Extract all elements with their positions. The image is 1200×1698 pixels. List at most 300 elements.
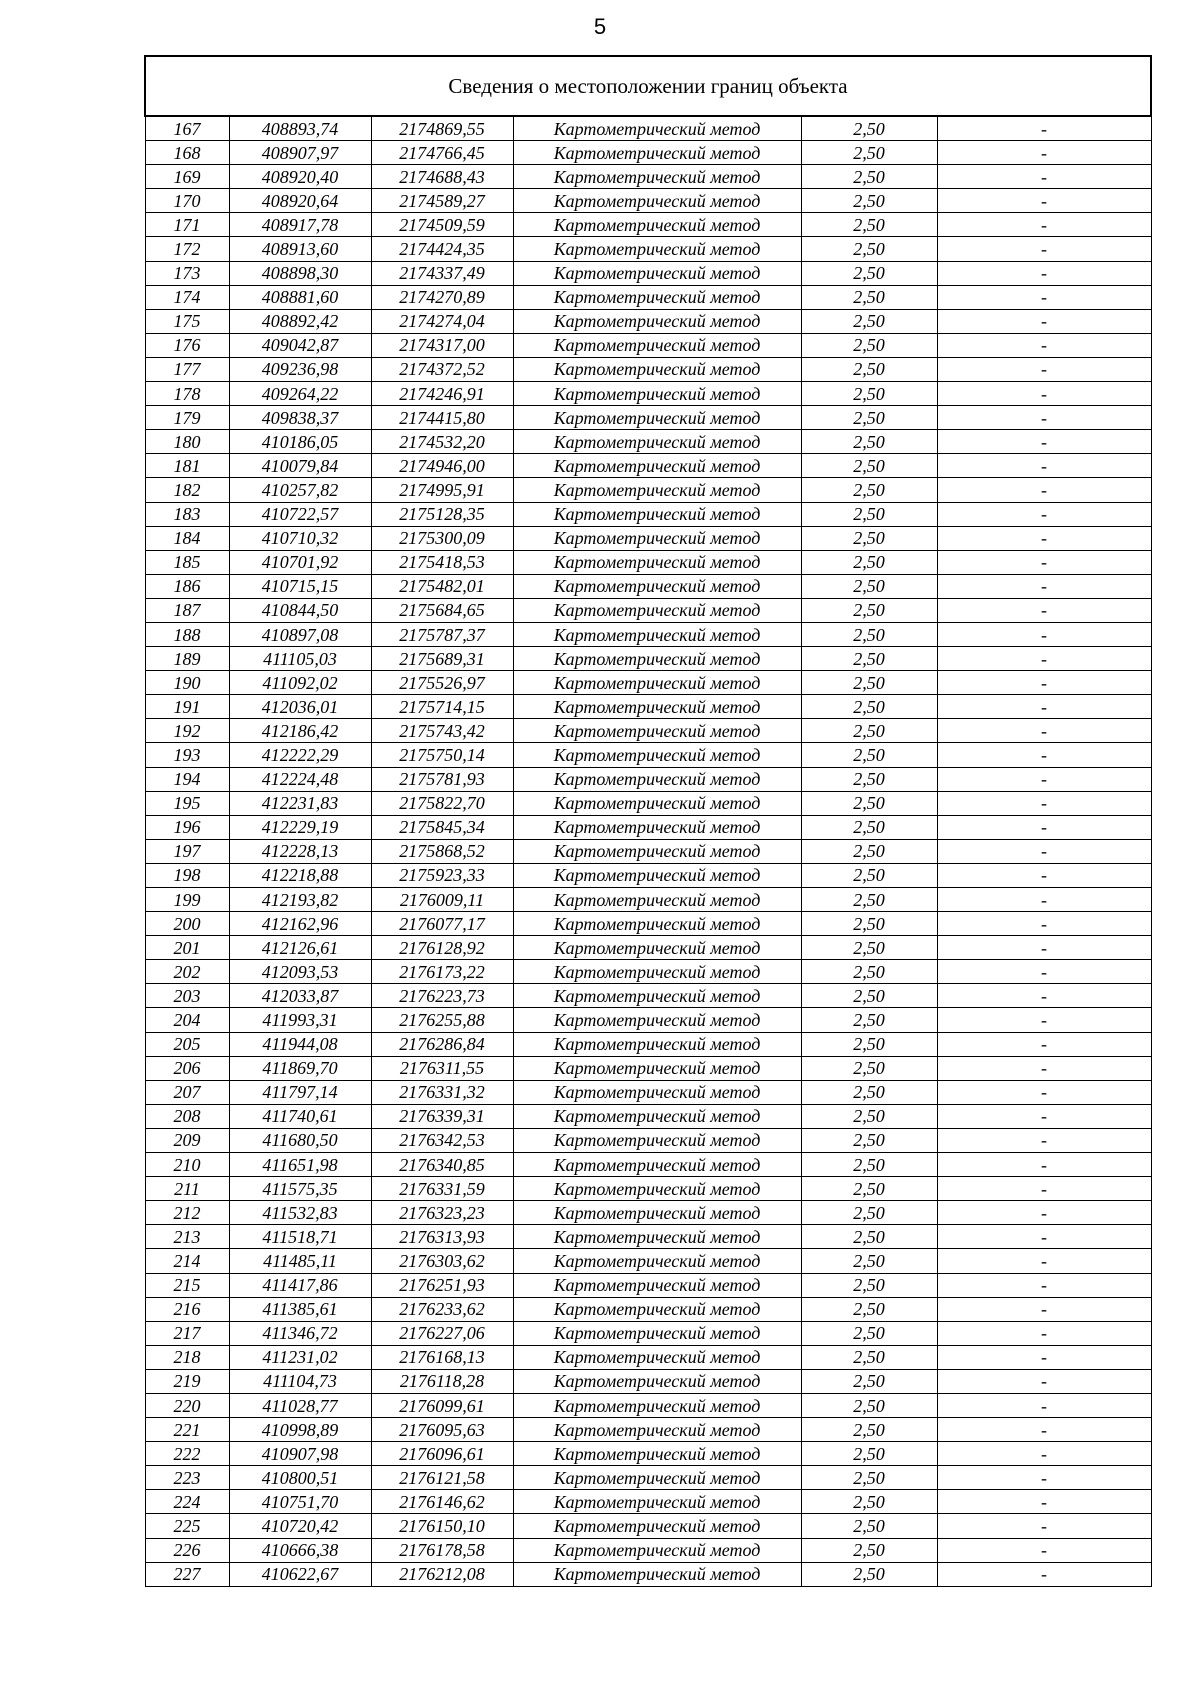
- method-cell: Картометрический метод: [513, 863, 801, 887]
- description-cell: -: [937, 502, 1151, 526]
- accuracy-cell: 2,50: [801, 888, 937, 912]
- x-coordinate-cell: 411797,14: [229, 1080, 371, 1104]
- y-coordinate-cell: 2175714,15: [371, 695, 513, 719]
- x-coordinate-cell: 410800,51: [229, 1466, 371, 1490]
- accuracy-cell: 2,50: [801, 767, 937, 791]
- description-cell: -: [937, 1490, 1151, 1514]
- table-row: [145, 357, 1151, 381]
- description-cell: -: [937, 1104, 1151, 1128]
- y-coordinate-cell: 2176311,55: [371, 1056, 513, 1080]
- table-row: [145, 1056, 1151, 1080]
- y-coordinate-cell: 2176331,59: [371, 1177, 513, 1201]
- point-number-cell: 224: [145, 1490, 229, 1514]
- point-number-cell: 194: [145, 767, 229, 791]
- point-number-cell: 218: [145, 1345, 229, 1369]
- description-cell: -: [937, 189, 1151, 213]
- method-cell: Картометрический метод: [513, 647, 801, 671]
- method-cell: Картометрический метод: [513, 454, 801, 478]
- x-coordinate-cell: 410844,50: [229, 598, 371, 622]
- y-coordinate-cell: 2175822,70: [371, 791, 513, 815]
- x-coordinate-cell: 411417,86: [229, 1273, 371, 1297]
- point-number-cell: 216: [145, 1297, 229, 1321]
- method-cell: Картометрический метод: [513, 695, 801, 719]
- table-row: [145, 1490, 1151, 1514]
- y-coordinate-cell: 2176342,53: [371, 1128, 513, 1152]
- method-cell: Картометрический метод: [513, 502, 801, 526]
- point-number-cell: 188: [145, 622, 229, 646]
- x-coordinate-cell: 408881,60: [229, 285, 371, 309]
- description-cell: -: [937, 743, 1151, 767]
- y-coordinate-cell: 2174688,43: [371, 165, 513, 189]
- method-cell: Картометрический метод: [513, 406, 801, 430]
- point-number-cell: 201: [145, 936, 229, 960]
- method-cell: Картометрический метод: [513, 333, 801, 357]
- point-number-cell: 175: [145, 309, 229, 333]
- method-cell: Картометрический метод: [513, 1080, 801, 1104]
- accuracy-cell: 2,50: [801, 671, 937, 695]
- table-row: [145, 960, 1151, 984]
- x-coordinate-cell: 411532,83: [229, 1201, 371, 1225]
- description-cell: -: [937, 1321, 1151, 1345]
- method-cell: Картометрический метод: [513, 1490, 801, 1514]
- table-row: [145, 1273, 1151, 1297]
- boundary-coordinates-table: [144, 55, 1152, 1587]
- method-cell: Картометрический метод: [513, 382, 801, 406]
- x-coordinate-cell: 408913,60: [229, 237, 371, 261]
- method-cell: Картометрический метод: [513, 357, 801, 381]
- page-number: 5: [593, 14, 607, 39]
- y-coordinate-cell: 2175743,42: [371, 719, 513, 743]
- method-cell: Картометрический метод: [513, 430, 801, 454]
- accuracy-cell: 2,50: [801, 1297, 937, 1321]
- table-row: [145, 1080, 1151, 1104]
- description-cell: -: [937, 671, 1151, 695]
- table-row: [145, 454, 1151, 478]
- table-row: [145, 1297, 1151, 1321]
- point-number-cell: 207: [145, 1080, 229, 1104]
- x-coordinate-cell: 410079,84: [229, 454, 371, 478]
- point-number-cell: 223: [145, 1466, 229, 1490]
- accuracy-cell: 2,50: [801, 1321, 937, 1345]
- accuracy-cell: 2,50: [801, 406, 937, 430]
- accuracy-cell: 2,50: [801, 430, 937, 454]
- table-row: [145, 116, 1151, 141]
- point-number-cell: 211: [145, 1177, 229, 1201]
- y-coordinate-cell: 2174766,45: [371, 141, 513, 165]
- x-coordinate-cell: 410666,38: [229, 1538, 371, 1562]
- table-row: [145, 141, 1151, 165]
- y-coordinate-cell: 2175526,97: [371, 671, 513, 695]
- x-coordinate-cell: 412218,88: [229, 863, 371, 887]
- accuracy-cell: 2,50: [801, 478, 937, 502]
- point-number-cell: 210: [145, 1153, 229, 1177]
- description-cell: -: [937, 598, 1151, 622]
- table-row: [145, 1201, 1151, 1225]
- method-cell: Картометрический метод: [513, 815, 801, 839]
- accuracy-cell: 2,50: [801, 1345, 937, 1369]
- y-coordinate-cell: 2176251,93: [371, 1273, 513, 1297]
- x-coordinate-cell: 410186,05: [229, 430, 371, 454]
- y-coordinate-cell: 2176096,61: [371, 1442, 513, 1466]
- description-cell: -: [937, 550, 1151, 574]
- description-cell: -: [937, 141, 1151, 165]
- y-coordinate-cell: 2175418,53: [371, 550, 513, 574]
- y-coordinate-cell: 2174415,80: [371, 406, 513, 430]
- accuracy-cell: 2,50: [801, 1249, 937, 1273]
- method-cell: Картометрический метод: [513, 550, 801, 574]
- x-coordinate-cell: 411231,02: [229, 1345, 371, 1369]
- accuracy-cell: 2,50: [801, 815, 937, 839]
- description-cell: -: [937, 1273, 1151, 1297]
- x-coordinate-cell: 410701,92: [229, 550, 371, 574]
- x-coordinate-cell: 410722,57: [229, 502, 371, 526]
- description-cell: -: [937, 309, 1151, 333]
- accuracy-cell: 2,50: [801, 357, 937, 381]
- point-number-cell: 169: [145, 165, 229, 189]
- description-cell: -: [937, 213, 1151, 237]
- x-coordinate-cell: 411680,50: [229, 1128, 371, 1152]
- x-coordinate-cell: 411993,31: [229, 1008, 371, 1032]
- method-cell: Картометрический метод: [513, 1153, 801, 1177]
- y-coordinate-cell: 2176223,73: [371, 984, 513, 1008]
- y-coordinate-cell: 2175750,14: [371, 743, 513, 767]
- method-cell: Картометрический метод: [513, 526, 801, 550]
- description-cell: -: [937, 960, 1151, 984]
- method-cell: Картометрический метод: [513, 237, 801, 261]
- accuracy-cell: 2,50: [801, 1562, 937, 1586]
- table-row: [145, 888, 1151, 912]
- point-number-cell: 205: [145, 1032, 229, 1056]
- x-coordinate-cell: 411575,35: [229, 1177, 371, 1201]
- y-coordinate-cell: 2176340,85: [371, 1153, 513, 1177]
- method-cell: Картометрический метод: [513, 1249, 801, 1273]
- table-row: [145, 382, 1151, 406]
- point-number-cell: 177: [145, 357, 229, 381]
- y-coordinate-cell: 2174869,55: [371, 116, 513, 141]
- y-coordinate-cell: 2176227,06: [371, 1321, 513, 1345]
- table-row: [145, 1466, 1151, 1490]
- table-row: [145, 1562, 1151, 1586]
- y-coordinate-cell: 2176286,84: [371, 1032, 513, 1056]
- accuracy-cell: 2,50: [801, 1008, 937, 1032]
- x-coordinate-cell: 412093,53: [229, 960, 371, 984]
- table-row: [145, 550, 1151, 574]
- description-cell: -: [937, 261, 1151, 285]
- table-row: [145, 647, 1151, 671]
- table-body: [145, 116, 1151, 1586]
- accuracy-cell: 2,50: [801, 622, 937, 646]
- y-coordinate-cell: 2174946,00: [371, 454, 513, 478]
- x-coordinate-cell: 412126,61: [229, 936, 371, 960]
- x-coordinate-cell: 410998,89: [229, 1418, 371, 1442]
- table-row: [145, 1442, 1151, 1466]
- method-cell: Картометрический метод: [513, 1562, 801, 1586]
- accuracy-cell: 2,50: [801, 1201, 937, 1225]
- point-number-cell: 202: [145, 960, 229, 984]
- method-cell: Картометрический метод: [513, 791, 801, 815]
- method-cell: Картометрический метод: [513, 285, 801, 309]
- x-coordinate-cell: 408898,30: [229, 261, 371, 285]
- point-number-cell: 182: [145, 478, 229, 502]
- point-number-cell: 174: [145, 285, 229, 309]
- y-coordinate-cell: 2176303,62: [371, 1249, 513, 1273]
- point-number-cell: 226: [145, 1538, 229, 1562]
- y-coordinate-cell: 2176339,31: [371, 1104, 513, 1128]
- accuracy-cell: 2,50: [801, 984, 937, 1008]
- x-coordinate-cell: 411518,71: [229, 1225, 371, 1249]
- description-cell: -: [937, 936, 1151, 960]
- description-cell: -: [937, 1466, 1151, 1490]
- point-number-cell: 173: [145, 261, 229, 285]
- point-number-cell: 183: [145, 502, 229, 526]
- table-row: [145, 406, 1151, 430]
- y-coordinate-cell: 2175923,33: [371, 863, 513, 887]
- accuracy-cell: 2,50: [801, 285, 937, 309]
- table-row: [145, 1249, 1151, 1273]
- accuracy-cell: 2,50: [801, 1177, 937, 1201]
- method-cell: Картометрический метод: [513, 1418, 801, 1442]
- y-coordinate-cell: 2176146,62: [371, 1490, 513, 1514]
- x-coordinate-cell: 410897,08: [229, 622, 371, 646]
- x-coordinate-cell: 410715,15: [229, 574, 371, 598]
- table-row: [145, 1418, 1151, 1442]
- x-coordinate-cell: 411028,77: [229, 1393, 371, 1417]
- y-coordinate-cell: 2175684,65: [371, 598, 513, 622]
- x-coordinate-cell: 412222,29: [229, 743, 371, 767]
- x-coordinate-cell: 410907,98: [229, 1442, 371, 1466]
- method-cell: Картометрический метод: [513, 1369, 801, 1393]
- accuracy-cell: 2,50: [801, 960, 937, 984]
- method-cell: Картометрический метод: [513, 671, 801, 695]
- accuracy-cell: 2,50: [801, 1153, 937, 1177]
- method-cell: Картометрический метод: [513, 213, 801, 237]
- table-row: [145, 1128, 1151, 1152]
- method-cell: Картометрический метод: [513, 478, 801, 502]
- method-cell: Картометрический метод: [513, 622, 801, 646]
- table-row: [145, 743, 1151, 767]
- y-coordinate-cell: 2176095,63: [371, 1418, 513, 1442]
- description-cell: -: [937, 1032, 1151, 1056]
- y-coordinate-cell: 2176255,88: [371, 1008, 513, 1032]
- table-row: [145, 1538, 1151, 1562]
- method-cell: Картометрический метод: [513, 1466, 801, 1490]
- accuracy-cell: 2,50: [801, 574, 937, 598]
- description-cell: -: [937, 984, 1151, 1008]
- description-cell: -: [937, 815, 1151, 839]
- table-row: [145, 598, 1151, 622]
- y-coordinate-cell: 2175128,35: [371, 502, 513, 526]
- accuracy-cell: 2,50: [801, 791, 937, 815]
- method-cell: Картометрический метод: [513, 912, 801, 936]
- accuracy-cell: 2,50: [801, 454, 937, 478]
- table-row: [145, 1177, 1151, 1201]
- x-coordinate-cell: 412224,48: [229, 767, 371, 791]
- accuracy-cell: 2,50: [801, 165, 937, 189]
- table-row: [145, 430, 1151, 454]
- x-coordinate-cell: 408920,64: [229, 189, 371, 213]
- x-coordinate-cell: 409236,98: [229, 357, 371, 381]
- accuracy-cell: 2,50: [801, 598, 937, 622]
- accuracy-cell: 2,50: [801, 912, 937, 936]
- x-coordinate-cell: 411092,02: [229, 671, 371, 695]
- x-coordinate-cell: 409838,37: [229, 406, 371, 430]
- description-cell: -: [937, 622, 1151, 646]
- method-cell: Картометрический метод: [513, 1032, 801, 1056]
- method-cell: Картометрический метод: [513, 1008, 801, 1032]
- x-coordinate-cell: 410751,70: [229, 1490, 371, 1514]
- table-row: [145, 863, 1151, 887]
- point-number-cell: 167: [145, 116, 229, 141]
- point-number-cell: 176: [145, 333, 229, 357]
- y-coordinate-cell: 2176118,28: [371, 1369, 513, 1393]
- x-coordinate-cell: 412229,19: [229, 815, 371, 839]
- point-number-cell: 209: [145, 1128, 229, 1152]
- accuracy-cell: 2,50: [801, 1393, 937, 1417]
- point-number-cell: 170: [145, 189, 229, 213]
- accuracy-cell: 2,50: [801, 1369, 937, 1393]
- table-caption: Сведения о местоположении границ объекта: [145, 56, 1151, 116]
- table-row: [145, 574, 1151, 598]
- point-number-cell: 217: [145, 1321, 229, 1345]
- point-number-cell: 180: [145, 430, 229, 454]
- point-number-cell: 172: [145, 237, 229, 261]
- accuracy-cell: 2,50: [801, 1104, 937, 1128]
- point-number-cell: 193: [145, 743, 229, 767]
- accuracy-cell: 2,50: [801, 261, 937, 285]
- accuracy-cell: 2,50: [801, 1442, 937, 1466]
- y-coordinate-cell: 2175787,37: [371, 622, 513, 646]
- method-cell: Картометрический метод: [513, 743, 801, 767]
- x-coordinate-cell: 410257,82: [229, 478, 371, 502]
- point-number-cell: 221: [145, 1418, 229, 1442]
- description-cell: -: [937, 1369, 1151, 1393]
- method-cell: Картометрический метод: [513, 1128, 801, 1152]
- method-cell: Картометрический метод: [513, 574, 801, 598]
- point-number-cell: 195: [145, 791, 229, 815]
- y-coordinate-cell: 2174317,00: [371, 333, 513, 357]
- method-cell: Картометрический метод: [513, 165, 801, 189]
- point-number-cell: 186: [145, 574, 229, 598]
- y-coordinate-cell: 2175300,09: [371, 526, 513, 550]
- description-cell: -: [937, 1008, 1151, 1032]
- y-coordinate-cell: 2176313,93: [371, 1225, 513, 1249]
- point-number-cell: 168: [145, 141, 229, 165]
- y-coordinate-cell: 2176150,10: [371, 1514, 513, 1538]
- method-cell: Картометрический метод: [513, 1104, 801, 1128]
- description-cell: -: [937, 478, 1151, 502]
- y-coordinate-cell: 2174270,89: [371, 285, 513, 309]
- description-cell: -: [937, 647, 1151, 671]
- point-number-cell: 215: [145, 1273, 229, 1297]
- description-cell: -: [937, 1225, 1151, 1249]
- accuracy-cell: 2,50: [801, 141, 937, 165]
- method-cell: Картометрический метод: [513, 1514, 801, 1538]
- boundary-table-container: [144, 55, 1150, 1587]
- table-row: [145, 333, 1151, 357]
- accuracy-cell: 2,50: [801, 743, 937, 767]
- x-coordinate-cell: 412186,42: [229, 719, 371, 743]
- table-row: [145, 309, 1151, 333]
- table-row: [145, 1225, 1151, 1249]
- x-coordinate-cell: 411346,72: [229, 1321, 371, 1345]
- x-coordinate-cell: 412162,96: [229, 912, 371, 936]
- method-cell: Картометрический метод: [513, 1297, 801, 1321]
- method-cell: Картометрический метод: [513, 1056, 801, 1080]
- description-cell: -: [937, 285, 1151, 309]
- accuracy-cell: 2,50: [801, 1538, 937, 1562]
- point-number-cell: 191: [145, 695, 229, 719]
- table-row: [145, 984, 1151, 1008]
- x-coordinate-cell: 411869,70: [229, 1056, 371, 1080]
- method-cell: Картометрический метод: [513, 598, 801, 622]
- y-coordinate-cell: 2175482,01: [371, 574, 513, 598]
- y-coordinate-cell: 2174424,35: [371, 237, 513, 261]
- y-coordinate-cell: 2176128,92: [371, 936, 513, 960]
- method-cell: Картометрический метод: [513, 1201, 801, 1225]
- x-coordinate-cell: 408893,74: [229, 116, 371, 141]
- description-cell: -: [937, 888, 1151, 912]
- accuracy-cell: 2,50: [801, 1032, 937, 1056]
- y-coordinate-cell: 2176233,62: [371, 1297, 513, 1321]
- table-row: [145, 237, 1151, 261]
- point-number-cell: 197: [145, 839, 229, 863]
- method-cell: Картометрический метод: [513, 1538, 801, 1562]
- description-cell: -: [937, 1153, 1151, 1177]
- x-coordinate-cell: 409042,87: [229, 333, 371, 357]
- table-row: [145, 1032, 1151, 1056]
- accuracy-cell: 2,50: [801, 382, 937, 406]
- table-row: [145, 1345, 1151, 1369]
- accuracy-cell: 2,50: [801, 237, 937, 261]
- accuracy-cell: 2,50: [801, 839, 937, 863]
- description-cell: -: [937, 1562, 1151, 1586]
- method-cell: Картометрический метод: [513, 1321, 801, 1345]
- method-cell: Картометрический метод: [513, 189, 801, 213]
- description-cell: -: [937, 116, 1151, 141]
- description-cell: -: [937, 237, 1151, 261]
- table-row: [145, 526, 1151, 550]
- accuracy-cell: 2,50: [801, 1514, 937, 1538]
- y-coordinate-cell: 2174509,59: [371, 213, 513, 237]
- method-cell: Картометрический метод: [513, 1345, 801, 1369]
- x-coordinate-cell: 412033,87: [229, 984, 371, 1008]
- y-coordinate-cell: 2176331,32: [371, 1080, 513, 1104]
- table-row: [145, 912, 1151, 936]
- accuracy-cell: 2,50: [801, 1273, 937, 1297]
- point-number-cell: 213: [145, 1225, 229, 1249]
- table-row: [145, 815, 1151, 839]
- point-number-cell: 206: [145, 1056, 229, 1080]
- table-row: [145, 261, 1151, 285]
- method-cell: Картометрический метод: [513, 839, 801, 863]
- method-cell: Картометрический метод: [513, 1273, 801, 1297]
- x-coordinate-cell: 411651,98: [229, 1153, 371, 1177]
- table-row: [145, 671, 1151, 695]
- y-coordinate-cell: 2175689,31: [371, 647, 513, 671]
- point-number-cell: 203: [145, 984, 229, 1008]
- table-row: [145, 478, 1151, 502]
- x-coordinate-cell: 411485,11: [229, 1249, 371, 1273]
- accuracy-cell: 2,50: [801, 333, 937, 357]
- x-coordinate-cell: 411385,61: [229, 1297, 371, 1321]
- y-coordinate-cell: 2174372,52: [371, 357, 513, 381]
- method-cell: Картометрический метод: [513, 1225, 801, 1249]
- description-cell: -: [937, 1080, 1151, 1104]
- description-cell: -: [937, 1345, 1151, 1369]
- table-row: [145, 1104, 1151, 1128]
- x-coordinate-cell: 412193,82: [229, 888, 371, 912]
- x-coordinate-cell: 411105,03: [229, 647, 371, 671]
